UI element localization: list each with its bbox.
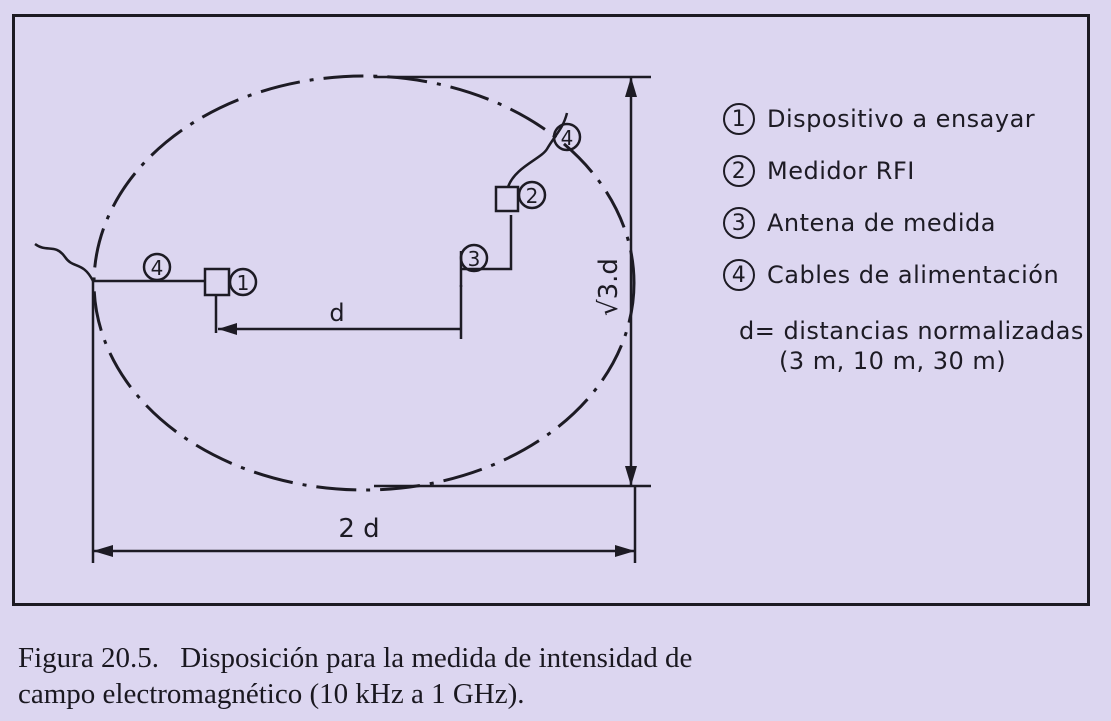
rfi-meter-box [496, 187, 518, 211]
marker-3-text: 3 [467, 247, 481, 271]
legend-number: 1 [723, 103, 755, 135]
legend-number: 3 [723, 207, 755, 239]
two-d-label: 2 d [338, 514, 380, 544]
legend-item [723, 145, 1093, 197]
figure-number: Figura 20.5. [18, 642, 159, 674]
legend-label: Dispositivo a ensayar [767, 105, 1036, 133]
caption-line2: campo electromagnético (10 kHz a 1 GHz). [18, 678, 525, 710]
legend-label: Medidor RFI [767, 157, 915, 185]
distance-note-line1: d= distancias normalizadas [739, 317, 1084, 345]
distance-note [739, 317, 1089, 375]
legend-number: 2 [723, 155, 755, 187]
sqrt3d-label: √3.d [594, 258, 624, 316]
marker-1-text: 1 [236, 271, 250, 295]
legend-item [723, 249, 1093, 301]
legend-item [723, 197, 1093, 249]
marker-4-right-text: 4 [560, 126, 574, 150]
distance-note-line2: (3 m, 10 m, 30 m) [779, 347, 1007, 375]
marker-4-left-text: 4 [150, 256, 164, 280]
legend-item [723, 93, 1093, 145]
d-label: d [329, 299, 345, 327]
diagram-frame [12, 14, 1090, 606]
power-cable-left [35, 244, 93, 281]
legend-label: Cables de alimentación [767, 261, 1060, 289]
caption-line1: Disposición para la medida de intensidad de [180, 642, 693, 674]
legend-number: 4 [723, 259, 755, 291]
figure-caption [18, 640, 1018, 712]
marker-2-text: 2 [525, 184, 539, 208]
legend-label: Antena de medida [767, 209, 996, 237]
legend [723, 93, 1093, 301]
device-under-test-box [205, 269, 229, 295]
